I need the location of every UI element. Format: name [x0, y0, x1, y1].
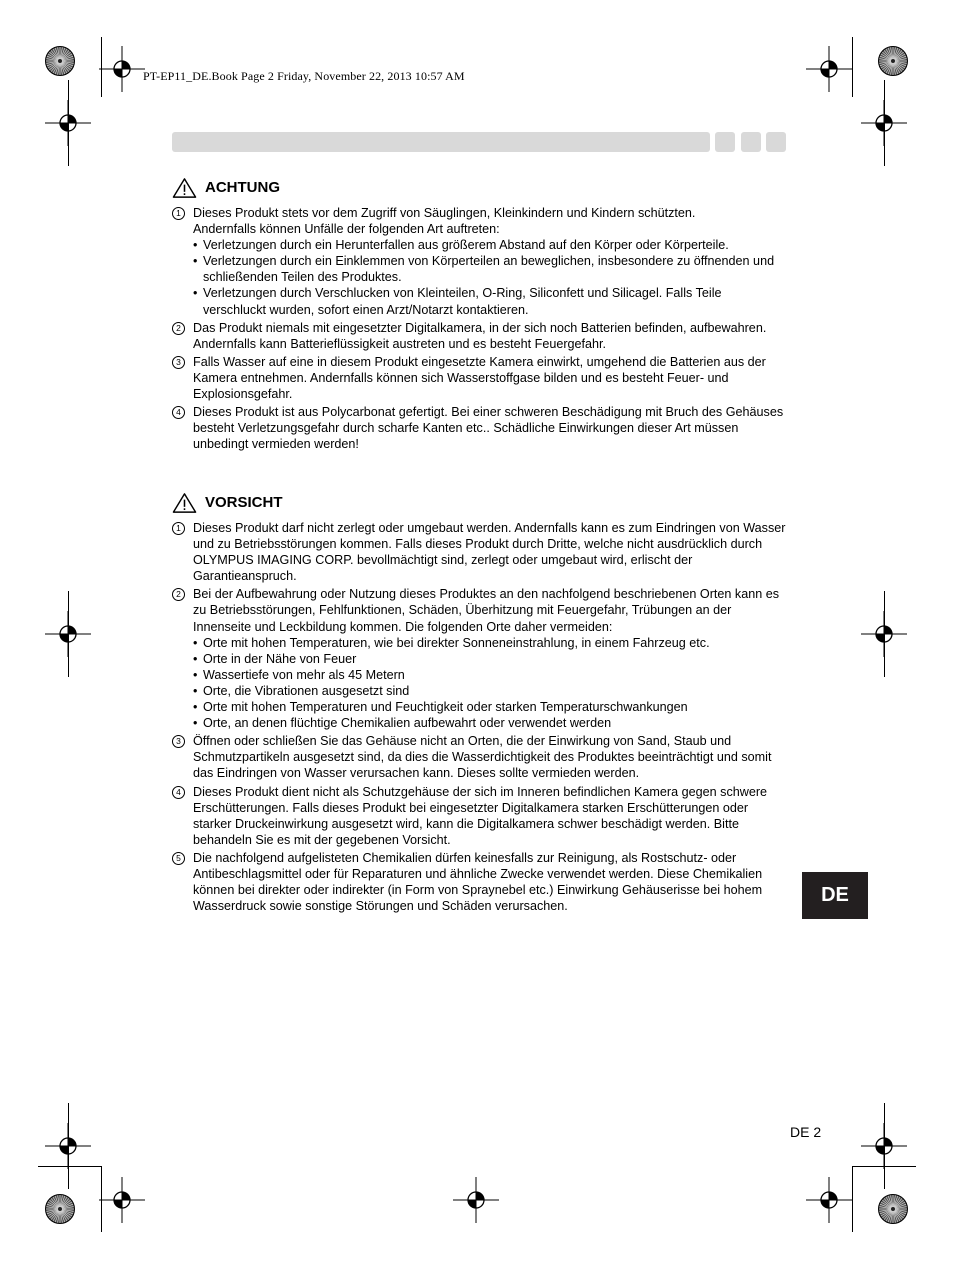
list-item	[172, 354, 786, 402]
item-number: 2	[172, 322, 185, 335]
section-title: VORSICHT	[205, 493, 283, 511]
header-square	[741, 132, 761, 152]
item-text: Falls Wasser auf eine in diesem Produkt eingesetzte Kamera einwirkt, umgehend die Batterien aus der Kamera entnehmen. Andernfalls können sich Wasserstoffgase bilden und es besteht Feuer- und Explosionsgefahr.	[193, 354, 766, 402]
warning-triangle-icon	[172, 177, 197, 199]
list-item	[172, 850, 786, 914]
achtung-list	[172, 205, 786, 452]
header-bar	[172, 132, 710, 152]
color-target-icon	[878, 1194, 908, 1224]
warning-triangle-icon	[172, 492, 197, 514]
registration-mark-icon	[453, 1177, 499, 1223]
item-number: 1	[172, 207, 185, 220]
item-text: Das Produkt niemals mit eingesetzter Digitalkamera, in der sich noch Batterien befinden, aufbewahren.	[193, 320, 767, 335]
registration-mark-icon	[45, 1123, 91, 1169]
list-item	[172, 586, 786, 731]
bullet-item: • Orte mit hohen Temperaturen, wie bei direkter Sonneneinstrahlung, in einem Fahrzeug etc.	[193, 635, 786, 651]
item-number: 3	[172, 735, 185, 748]
item-text: Bei der Aufbewahrung oder Nutzung dieses Produktes an den nachfolgend beschriebenen Orten kann es zu Betriebsstörungen, Fehlfunktionen, Schäden, Überhitzung mit Feuergefahr, Trübungen an der Innenseite und Leckbildung kommen. Die folgenden Orte daher vermeiden:	[193, 587, 780, 634]
item-number: 4	[172, 406, 185, 419]
list-item	[172, 404, 786, 452]
color-target-icon	[878, 46, 908, 76]
crop-line	[852, 37, 853, 97]
bullet-item: • Orte, die Vibrationen ausgesetzt sind	[193, 683, 786, 699]
page-number: DE 2	[790, 1124, 822, 1140]
item-text: Andernfalls kann Batterieflüssigkeit austreten und es besteht Feuergefahr.	[193, 336, 607, 351]
bullet-item: • Orte mit hohen Temperaturen und Feuchtigkeit oder starken Temperaturschwankungen	[193, 699, 786, 715]
header-square	[715, 132, 735, 152]
registration-mark-icon	[806, 46, 852, 92]
item-text: Dieses Produkt stets vor dem Zugriff von Säuglingen, Kleinkindern und Kindern schützten.	[193, 206, 696, 220]
item-number: 1	[172, 522, 185, 535]
item-text: Die nachfolgend aufgelisteten Chemikalien dürfen keinesfalls zur Reinigung, als Rostschutz- oder Antibeschlagsmittel oder für Reparaturen und ähnliche Zwecke verwendet werden. Diese Chemikalien können bei direkter oder indirekter (in Form von Spraynebel etc.) Einwirkung Gehäuserisse bei hohem Wasserdruck sowie sonstige Störungen und Schäden verursachen.	[193, 850, 763, 914]
section-title: ACHTUNG	[205, 178, 280, 196]
language-tab: DE	[802, 872, 868, 919]
color-target-icon	[45, 46, 75, 76]
list-item	[172, 784, 786, 848]
item-number: 3	[172, 356, 185, 369]
list-item	[172, 320, 786, 352]
bullet-item: • Orte in der Nähe von Feuer	[193, 651, 786, 667]
item-text: Andernfalls können Unfälle der folgenden Art auftreten:	[193, 222, 500, 237]
item-number: 2	[172, 588, 185, 601]
header-square	[766, 132, 786, 152]
color-target-icon	[45, 1194, 75, 1224]
achtung-section	[172, 176, 786, 454]
bullet-item: • Verletzungen durch ein Einklemmen von Körperteilen an beweglichen, insbesondere zu öffnenden und schließenden Teilen des Produktes.	[193, 253, 786, 285]
crop-line	[852, 1167, 853, 1232]
registration-mark-icon	[806, 1177, 852, 1223]
bullet-item: • Wassertiefe von mehr als 45 Metern	[193, 667, 786, 683]
vorsicht-section	[172, 491, 786, 916]
registration-mark-icon	[45, 611, 91, 657]
registration-mark-icon	[99, 1177, 145, 1223]
bullet-item: • Verletzungen durch ein Herunterfallen aus größerem Abstand auf den Körper oder Körperteile.	[193, 237, 786, 253]
item-text: Dieses Produkt ist aus Polycarbonat gefertigt. Bei einer schweren Beschädigung mit Bruch des Gehäuses besteht Verletzungsgefahr durch scharfe Kanten etc.. Schädliche Einwirkungen dieser Art müssen unbedingt vermieden werden!	[193, 405, 784, 452]
item-text: Dieses Produkt darf nicht zerlegt oder umgebaut werden. Andernfalls kann es zum Eindringen von Wasser und zu Betriebsstörungen kommen. Falls dieses Produkt durch Dritte, welche nicht ausdrücklich durch OLYMPUS IMAGING CORP. bevollmächtigt sind, zerlegt oder umgebaut wird, erlischt der Garantieanspruch.	[193, 521, 786, 584]
item-number: 4	[172, 786, 185, 799]
bullet-item: • Verletzungen durch Verschlucken von Kleinteilen, O-Ring, Siliconfett und Silicagel. Falls Teile verschluckt wurden, sofort einen Arzt/Notarzt kontaktieren.	[193, 285, 786, 317]
list-item	[172, 520, 786, 584]
bullet-item: • Orte, an denen flüchtige Chemikalien aufbewahrt oder verwendet werden	[193, 715, 786, 731]
bullet-list	[193, 635, 786, 732]
registration-mark-icon	[861, 611, 907, 657]
list-item	[172, 733, 786, 781]
registration-mark-icon	[861, 100, 907, 146]
vorsicht-heading	[172, 491, 786, 515]
registration-mark-icon	[861, 1123, 907, 1169]
vorsicht-list	[172, 520, 786, 914]
list-item	[172, 205, 786, 318]
achtung-heading	[172, 176, 786, 200]
registration-mark-icon	[99, 46, 145, 92]
item-number: 5	[172, 852, 185, 865]
bullet-list	[193, 237, 786, 317]
item-text: Dieses Produkt dient nicht als Schutzgehäuse der sich im Inneren befindlichen Kamera gegen schwere Erschütterungen. Falls dieses Produkt bei eingesetzter Digitalkamera starken Erschütterungen oder starker Druckeinwirkung ausgesetzt wird, kann die Digitalkamera schwer beschädigt werden. Bitte behandeln Sie es mit der gegebenen Vorsicht.	[193, 784, 768, 847]
book-header-info: PT-EP11_DE.Book Page 2 Friday, November 22, 2013 10:57 AM	[143, 69, 465, 83]
registration-mark-icon	[45, 100, 91, 146]
item-text: Öffnen oder schließen Sie das Gehäuse nicht an Orten, die der Einwirkung von Sand, Staub und Schmutzpartikeln ausgesetzt sind, da dies die Wasserdichtigkeit des Produktes beeinträchtigt und somit das Eindringen von Wasser verursachen kann. Dieses sollte vermieden werden.	[193, 734, 772, 781]
